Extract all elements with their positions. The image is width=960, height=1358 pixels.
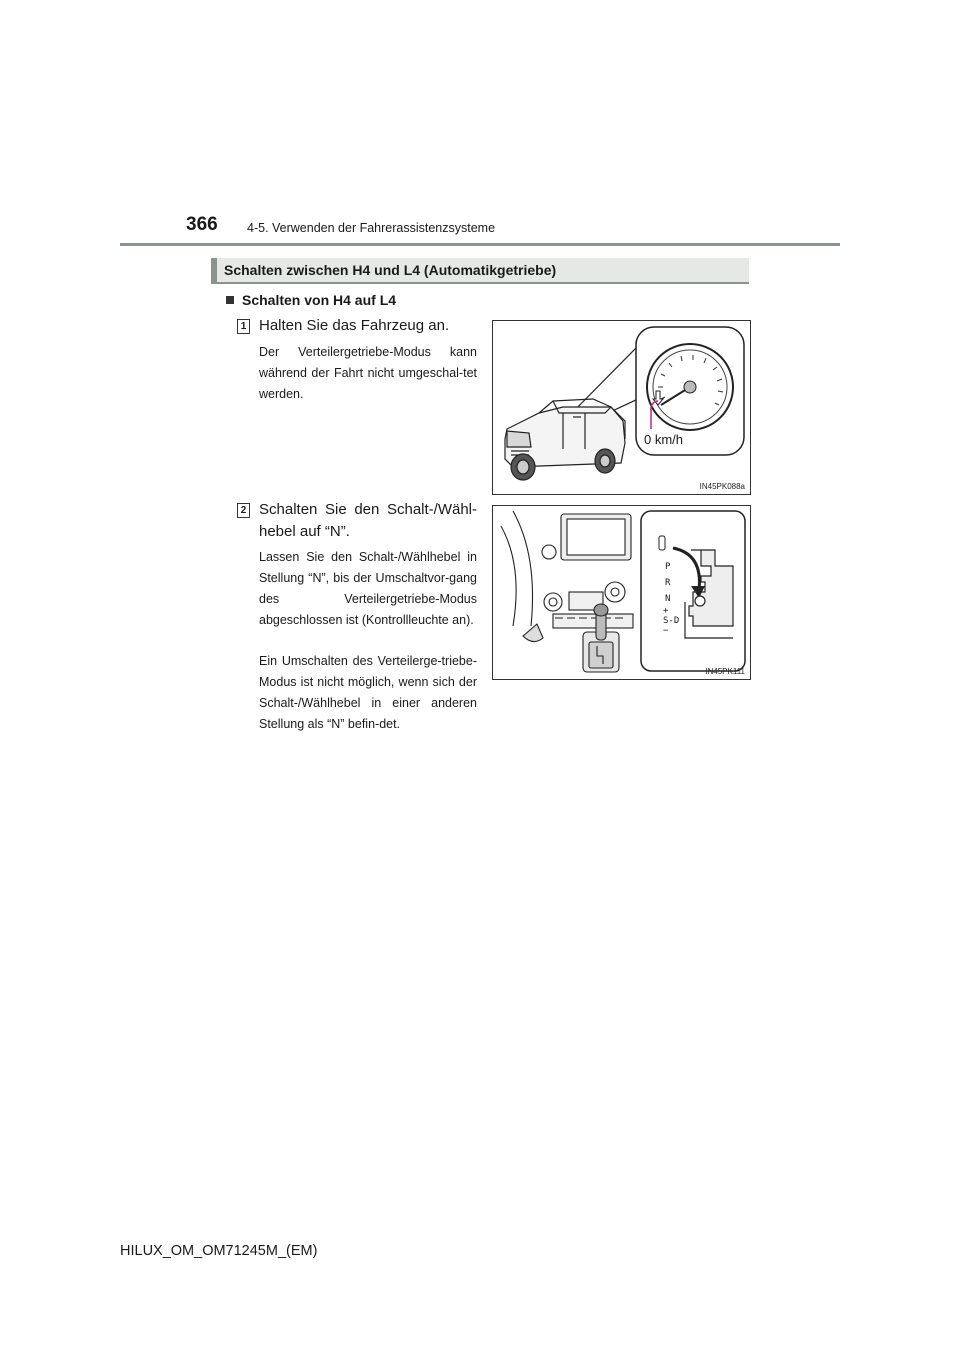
- gear-p: P: [665, 562, 671, 572]
- title-accent: [211, 258, 217, 282]
- figure-vehicle-speedometer: [492, 320, 751, 495]
- dashboard-illustration: [493, 506, 750, 679]
- gear-n: N: [665, 594, 671, 604]
- step-2-title: Schalten Sie den Schalt-/Wähl-hebel auf “N”.: [259, 501, 477, 540]
- subheading-text: Schalten von H4 auf L4: [242, 292, 397, 308]
- speed-label: 0 km/h: [644, 432, 684, 447]
- step-number-1: 1: [237, 319, 250, 334]
- page-number: 366: [186, 214, 218, 235]
- subheading: [226, 292, 396, 308]
- step-1-title: Halten Sie das Fahrzeug an.: [259, 317, 450, 334]
- figure-code: IN45PK088a: [699, 482, 745, 491]
- vehicle-illustration: [493, 321, 750, 494]
- gear-position-labels: [663, 559, 679, 636]
- section-header: 4-5. Verwenden der Fahrerassistenzsysteme: [247, 221, 496, 235]
- step-2-body-1: Lassen Sie den Schalt-/Wählhebel in Stellung “N”, bis der Umschaltvor-gang des Verteilergetriebe-Modus abgeschlossen ist (Kontrollleuchte an).: [259, 550, 477, 627]
- step-number-2: 2: [237, 503, 250, 518]
- figure-shift-lever: [492, 505, 751, 680]
- gear-minus: −: [663, 626, 669, 636]
- square-bullet-icon: [226, 296, 234, 304]
- footer-document-code: HILUX_OM_OM71245M_(EM): [120, 1243, 318, 1259]
- gear-s-d: S-D: [663, 616, 680, 626]
- gear-r: R: [665, 578, 671, 588]
- gear-plus: +: [663, 606, 669, 616]
- step-1-body: Der Verteilergetriebe-Modus kann während der Fahrt nicht umgeschal-tet werden.: [259, 345, 477, 401]
- header-divider: [120, 243, 840, 246]
- section-title-bar: [211, 258, 749, 284]
- section-title: Schalten zwischen H4 und L4 (Automatikgetriebe): [224, 262, 557, 278]
- figure-code: IN45PK111: [705, 667, 745, 676]
- step-2-body-2: Ein Umschalten des Verteilerge-triebe-Modus ist nicht möglich, wenn sich der Schalt-/Wählhebel in einer anderen Stellung als “N” befin-det.: [259, 654, 477, 731]
